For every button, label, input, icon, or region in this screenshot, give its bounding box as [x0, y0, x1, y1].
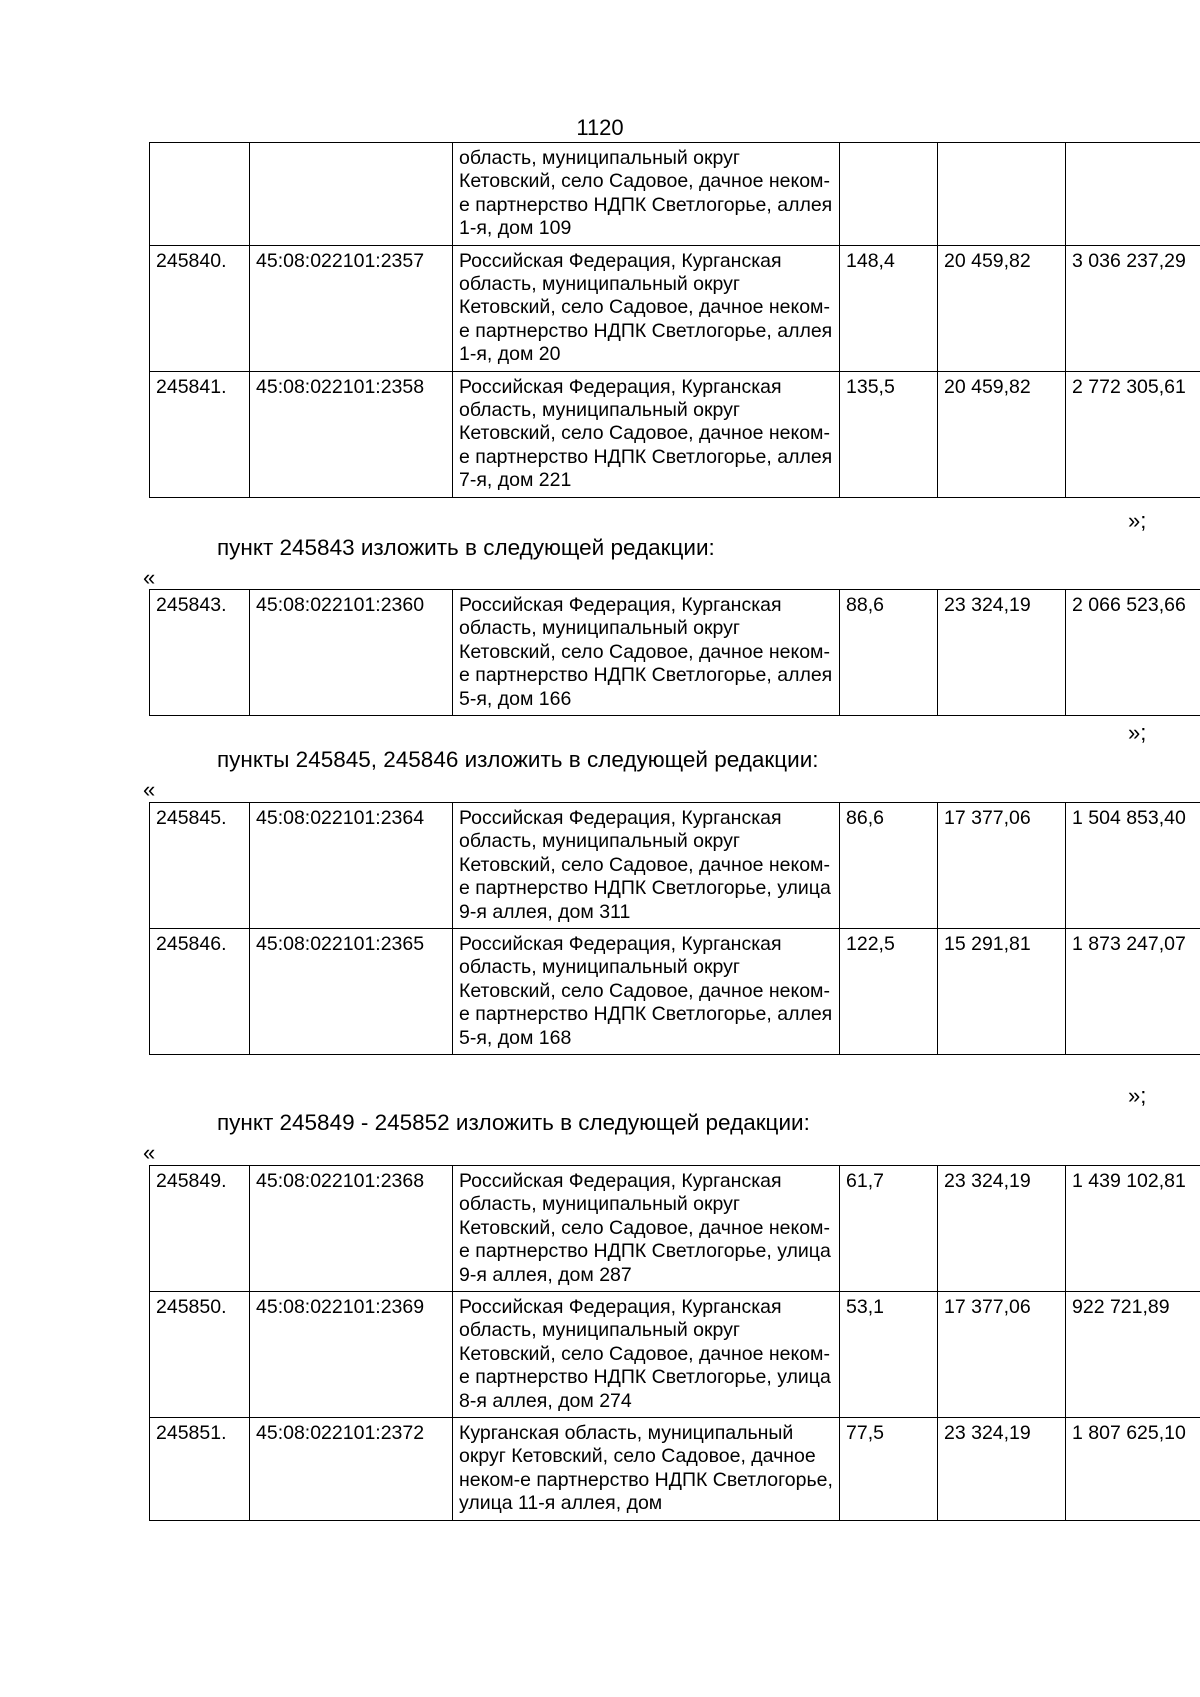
row-number-cell [150, 143, 250, 246]
row-number-cell: 245840. [150, 245, 250, 371]
table-row [150, 1418, 1200, 1521]
unit-price-cell: 20 459,82 [938, 371, 1066, 497]
address-cell: Российская Федерация, Курганская область, муниципальный округ Кетовский, село Садовое, дачное неком-е партнерство НДПК Светлогорье, улица 8-я аллея, дом 274 [453, 1292, 840, 1418]
unit-price-cell: 23 324,19 [938, 1166, 1066, 1292]
area-cell [840, 143, 938, 246]
unit-price-cell: 23 324,19 [938, 1418, 1066, 1521]
address-cell: Российская Федерация, Курганская область, муниципальный округ Кетовский, село Садовое, дачное неком-е партнерство НДПК Светлогорье, аллея 7-я, дом 221 [453, 371, 840, 497]
amendment-instruction: пункт 245843 изложить в следующей редакции: [217, 535, 715, 560]
unit-price-cell: 15 291,81 [938, 929, 1066, 1055]
row-number-cell: 245845. [150, 803, 250, 929]
opening-quote: « [143, 1140, 156, 1165]
area-cell: 88,6 [840, 590, 938, 716]
area-cell: 86,6 [840, 803, 938, 929]
opening-quote: « [143, 565, 156, 590]
cadastral-cost-cell: 1 504 853,40 [1066, 803, 1200, 929]
table-row [150, 371, 1200, 497]
table-row [150, 245, 1200, 371]
closing-quote: »; [1128, 508, 1147, 533]
cadastral-cost-cell: 2 066 523,66 [1066, 590, 1200, 716]
cadastral-number-cell: 45:08:022101:2369 [250, 1292, 453, 1418]
cadastral-cost-cell: 1 873 247,07 [1066, 929, 1200, 1055]
table-row [150, 143, 1200, 246]
cadastral-cost-cell: 1 807 625,10 [1066, 1418, 1200, 1521]
address-cell: Российская Федерация, Курганская область, муниципальный округ Кетовский, село Садовое, дачное неком-е партнерство НДПК Светлогорье, улица 9-я аллея, дом 287 [453, 1166, 840, 1292]
closing-quote: »; [1128, 720, 1147, 745]
address-cell: Российская Федерация, Курганская область, муниципальный округ Кетовский, село Садовое, дачное неком-е партнерство НДПК Светлогорье, аллея 5-я, дом 168 [453, 929, 840, 1055]
cadastral-number-cell: 45:08:022101:2372 [250, 1418, 453, 1521]
cadastral-cost-cell: 2 772 305,61 [1066, 371, 1200, 497]
table-row [150, 803, 1200, 929]
table-row [150, 1292, 1200, 1418]
closing-quote: »; [1128, 1083, 1147, 1108]
row-number-cell: 245841. [150, 371, 250, 497]
address-cell: Российская Федерация, Курганская область, муниципальный округ Кетовский, село Садовое, дачное неком-е партнерство НДПК Светлогорье, аллея 5-я, дом 166 [453, 590, 840, 716]
unit-price-cell: 23 324,19 [938, 590, 1066, 716]
table-row [150, 929, 1200, 1055]
cadastral-number-cell: 45:08:022101:2358 [250, 371, 453, 497]
address-cell: область, муниципальный округ Кетовский, село Садовое, дачное неком-е партнерство НДПК Светлогорье, аллея 1-я, дом 109 [453, 143, 840, 246]
cadastral-number-cell [250, 143, 453, 246]
cadastral-cost-cell [1066, 143, 1200, 246]
opening-quote: « [143, 777, 156, 802]
unit-price-cell: 17 377,06 [938, 803, 1066, 929]
register-table-245843 [149, 589, 1200, 716]
cadastral-number-cell: 45:08:022101:2368 [250, 1166, 453, 1292]
unit-price-cell: 20 459,82 [938, 245, 1066, 371]
cadastral-cost-cell: 922 721,89 [1066, 1292, 1200, 1418]
row-number-cell: 245851. [150, 1418, 250, 1521]
row-number-cell: 245843. [150, 590, 250, 716]
area-cell: 53,1 [840, 1292, 938, 1418]
cadastral-number-cell: 45:08:022101:2357 [250, 245, 453, 371]
amendment-instruction: пункт 245849 - 245852 изложить в следующей редакции: [217, 1110, 810, 1135]
unit-price-cell [938, 143, 1066, 246]
page-number: 1120 [576, 115, 624, 140]
cadastral-number-cell: 45:08:022101:2364 [250, 803, 453, 929]
area-cell: 122,5 [840, 929, 938, 1055]
register-table-245845-245846 [149, 802, 1200, 1055]
table-row [150, 1166, 1200, 1292]
area-cell: 77,5 [840, 1418, 938, 1521]
address-cell: Курганская область, муниципальный округ Кетовский, село Садовое, дачное неком-е партнерство НДПК Светлогорье, улица 11-я аллея, дом [453, 1418, 840, 1521]
area-cell: 135,5 [840, 371, 938, 497]
row-number-cell: 245849. [150, 1166, 250, 1292]
cadastral-number-cell: 45:08:022101:2360 [250, 590, 453, 716]
row-number-cell: 245846. [150, 929, 250, 1055]
cadastral-cost-cell: 3 036 237,29 [1066, 245, 1200, 371]
address-cell: Российская Федерация, Курганская область, муниципальный округ Кетовский, село Садовое, дачное неком-е партнерство НДПК Светлогорье, улица 9-я аллея, дом 311 [453, 803, 840, 929]
cadastral-number-cell: 45:08:022101:2365 [250, 929, 453, 1055]
address-cell: Российская Федерация, Курганская область, муниципальный округ Кетовский, село Садовое, дачное неком-е партнерство НДПК Светлогорье, аллея 1-я, дом 20 [453, 245, 840, 371]
table-row [150, 590, 1200, 716]
register-table-continuation [149, 142, 1200, 498]
cadastral-cost-cell: 1 439 102,81 [1066, 1166, 1200, 1292]
row-number-cell: 245850. [150, 1292, 250, 1418]
unit-price-cell: 17 377,06 [938, 1292, 1066, 1418]
amendment-instruction: пункты 245845, 245846 изложить в следующей редакции: [217, 747, 819, 772]
register-table-245849-245852 [149, 1165, 1200, 1521]
area-cell: 148,4 [840, 245, 938, 371]
area-cell: 61,7 [840, 1166, 938, 1292]
